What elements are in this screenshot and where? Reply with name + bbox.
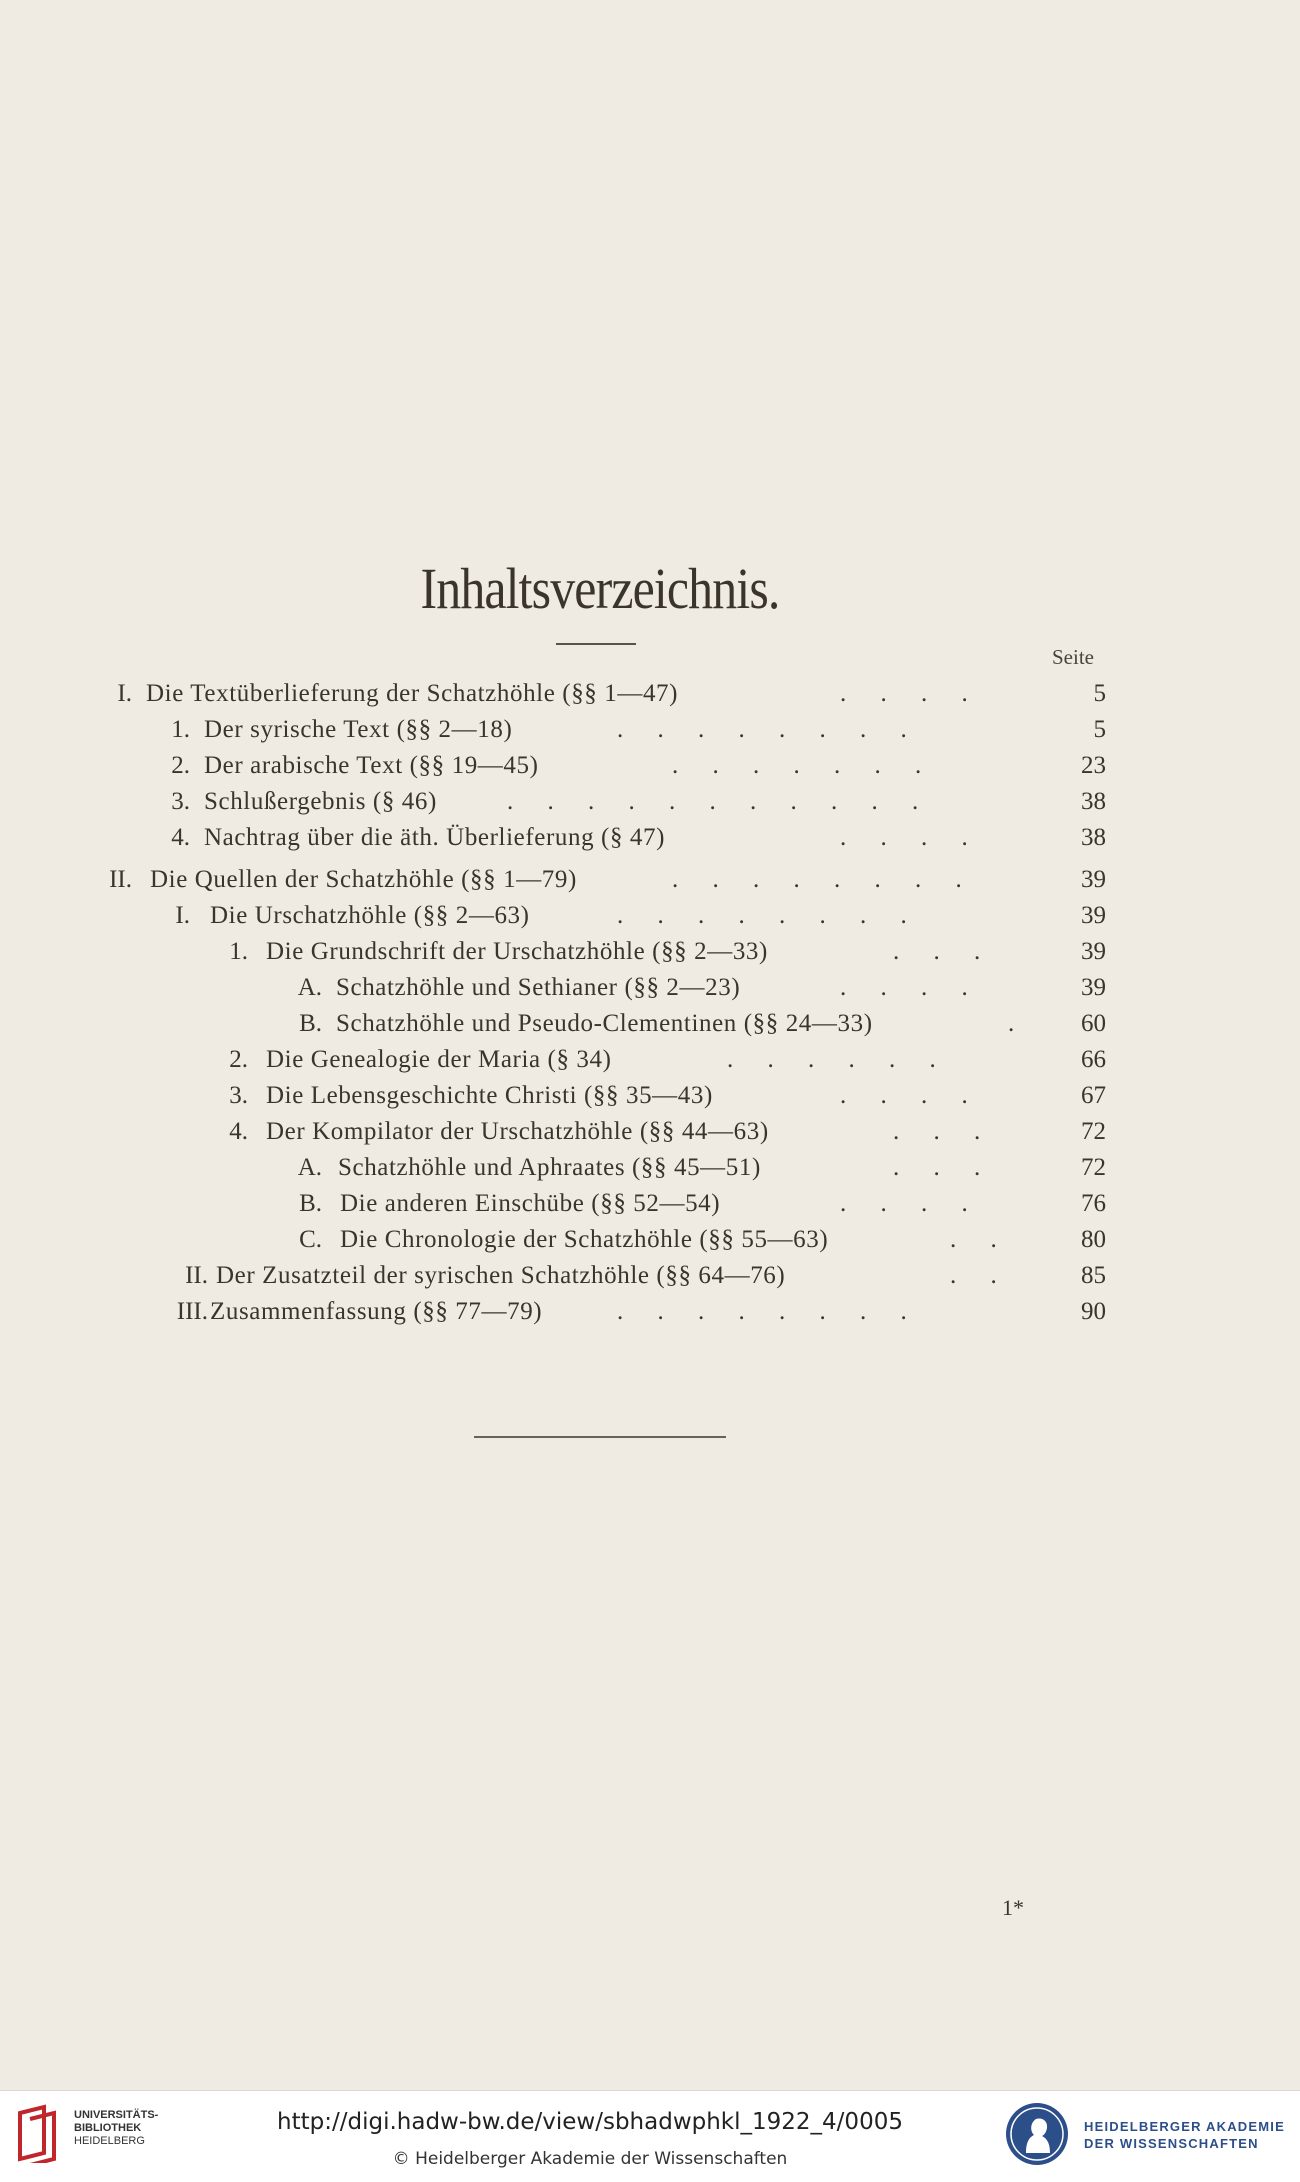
toc-entry-leader: . . . . . . . .	[617, 1298, 921, 1325]
toc-entry-leader: . . .	[893, 938, 995, 965]
toc-entry[interactable]	[0, 788, 1300, 818]
toc-entry-number: 2.	[229, 1046, 248, 1073]
toc-entry-number: II.	[109, 866, 132, 893]
toc-entry-number: I.	[117, 680, 132, 707]
toc-entry-page: 23	[1081, 752, 1106, 779]
toc-entry-page: 5	[1093, 680, 1106, 707]
toc-entry-leader: . .	[950, 1226, 1011, 1253]
toc-entry-text: Der Zusatzteil der syrischen Schatzhöhle (§§ 64—76)	[216, 1262, 786, 1289]
toc-entry-text: Der syrische Text (§§ 2—18)	[204, 716, 513, 743]
toc-entry-text: Der arabische Text (§§ 19—45)	[204, 752, 539, 779]
toc-entry-page: 5	[1093, 716, 1106, 743]
toc-entry-text: Schlußergebnis (§ 46)	[204, 788, 437, 815]
toc-entry[interactable]	[0, 902, 1300, 932]
toc-entry-leader: . . . .	[840, 974, 982, 1001]
toc-entry-text: Die Lebensgeschichte Christi (§§ 35—43)	[266, 1082, 713, 1109]
toc-entry-page: 90	[1081, 1298, 1106, 1325]
seite-column-label: Seite	[1052, 645, 1094, 669]
toc-entry-leader: . . . . . . .	[672, 752, 936, 779]
toc-entry-leader: . . . . . . . .	[617, 902, 921, 929]
toc-entry-number: II.	[185, 1262, 208, 1289]
copyright-notice: © Heidelberger Akademie der Wissenschaften	[392, 2149, 788, 2169]
signature-mark: 1*	[1002, 1895, 1024, 1920]
toc-entry-page: 80	[1081, 1226, 1106, 1253]
toc-entry-page: 39	[1081, 938, 1106, 965]
library-name-line: BIBLIOTHEK	[74, 2122, 142, 2134]
toc-entry-leader: . . . . . . . .	[672, 866, 976, 893]
toc-entry-leader: . . . .	[840, 1190, 982, 1217]
academy-name-line: DER WISSENSCHAFTEN	[1084, 2136, 1259, 2151]
toc-entry-text: Schatzhöhle und Sethianer (§§ 2—23)	[336, 974, 741, 1001]
toc-entry-number: I.	[175, 902, 190, 929]
toc-entry-page: 72	[1081, 1118, 1106, 1145]
toc-entry-number: A.	[297, 1154, 322, 1181]
toc-entry[interactable]	[0, 974, 1300, 1004]
toc-entry[interactable]	[0, 1298, 1300, 1328]
toc-entry-number: 1.	[171, 716, 190, 743]
toc-entry-leader: . . . .	[840, 680, 982, 707]
toc-entry-page: 39	[1081, 902, 1106, 929]
university-library-logo-icon[interactable]	[14, 2103, 62, 2163]
toc-entry-page: 39	[1081, 866, 1106, 893]
toc-entry-text: Nachtrag über die äth. Überlieferung (§ 47)	[204, 824, 666, 851]
toc-entry-page: 66	[1081, 1046, 1106, 1073]
toc-entry-text: Die anderen Einschübe (§§ 52—54)	[340, 1190, 721, 1217]
toc-entry-number: 4.	[229, 1118, 248, 1145]
toc-entry-leader: . . . . . . . .	[617, 716, 921, 743]
toc-entry-page: 85	[1081, 1262, 1106, 1289]
toc-entry[interactable]	[0, 716, 1300, 746]
toc-entry[interactable]	[0, 1154, 1300, 1184]
toc-entry-leader: . . .	[893, 1154, 995, 1181]
toc-entry-number: C.	[299, 1226, 322, 1253]
toc-entry[interactable]	[0, 1046, 1300, 1076]
toc-entry-number: 2.	[171, 752, 190, 779]
toc-entry-text: Die Genealogie der Maria (§ 34)	[266, 1046, 612, 1073]
university-library-name	[74, 2109, 158, 2148]
toc-entry[interactable]	[0, 1190, 1300, 1220]
page-title: Inhaltsverzeichnis.	[420, 556, 780, 621]
toc-entry-number: B.	[299, 1190, 322, 1217]
toc-entry-page: 39	[1081, 974, 1106, 1001]
toc-entry-text: Die Chronologie der Schatzhöhle (§§ 55—63)	[340, 1226, 829, 1253]
toc-entry[interactable]	[0, 938, 1300, 968]
toc-entry-page: 60	[1081, 1010, 1106, 1037]
toc-entry-number: III.	[176, 1298, 208, 1325]
toc-entry-text: Schatzhöhle und Aphraates (§§ 45—51)	[338, 1154, 761, 1181]
toc-entry-text: Schatzhöhle und Pseudo-Clementinen (§§ 24—33)	[336, 1010, 873, 1037]
toc-entry-page: 38	[1081, 824, 1106, 851]
academy-seal-icon[interactable]	[1004, 2101, 1070, 2167]
toc-entry-text: Die Urschatzhöhle (§§ 2—63)	[210, 902, 530, 929]
toc-entry-page: 76	[1081, 1190, 1106, 1217]
toc-entry[interactable]	[0, 1082, 1300, 1112]
toc-entry-leader: .	[1008, 1010, 1029, 1037]
toc-entry-number: 4.	[171, 824, 190, 851]
toc-entry[interactable]	[0, 752, 1300, 782]
toc-entry-page: 38	[1081, 788, 1106, 815]
toc-entry[interactable]	[0, 1262, 1300, 1292]
toc-entry-page: 72	[1081, 1154, 1106, 1181]
toc-entry-leader: . . . .	[840, 824, 982, 851]
toc-entry-number: 3.	[171, 788, 190, 815]
toc-entry[interactable]	[0, 1010, 1300, 1040]
section-divider	[474, 1436, 726, 1438]
toc-entry-page: 67	[1081, 1082, 1106, 1109]
toc-entry-leader: . . . . . .	[727, 1046, 950, 1073]
permalink-url[interactable]: http://digi.hadw-bw.de/view/sbhadwphkl_1922_4/0005	[277, 2109, 903, 2135]
toc-entry[interactable]	[0, 680, 1300, 710]
toc-entry-number: 1.	[229, 938, 248, 965]
toc-entry-text: Der Kompilator der Urschatzhöhle (§§ 44—63)	[266, 1118, 769, 1145]
library-name-line: UNIVERSITÄTS-	[74, 2109, 159, 2121]
toc-entry[interactable]	[0, 1118, 1300, 1148]
toc-entry-number: B.	[299, 1010, 322, 1037]
academy-name	[1084, 2118, 1285, 2152]
toc-entry-leader: . . .	[893, 1118, 995, 1145]
toc-entry-text: Zusammenfassung (§§ 77—79)	[210, 1298, 543, 1325]
toc-entry-text: Die Quellen der Schatzhöhle (§§ 1—79)	[150, 866, 577, 893]
toc-entry-leader: . . . . . . . . . . .	[507, 788, 933, 815]
toc-entry[interactable]	[0, 824, 1300, 854]
toc-entry-number: 3.	[229, 1082, 248, 1109]
library-name-line: HEIDELBERG	[74, 2135, 145, 2147]
toc-entry-leader: . .	[950, 1262, 1011, 1289]
toc-entry[interactable]	[0, 866, 1300, 896]
academy-name-line: HEIDELBERGER AKADEMIE	[1084, 2119, 1285, 2134]
viewer-footer	[0, 2090, 1300, 2182]
toc-entry-number: A.	[297, 974, 322, 1001]
toc-entry-text: Die Textüberlieferung der Schatzhöhle (§§ 1—47)	[146, 680, 679, 707]
toc-entry-text: Die Grundschrift der Urschatzhöhle (§§ 2—33)	[266, 938, 768, 965]
toc-entry-leader: . . . .	[840, 1082, 982, 1109]
toc-entry[interactable]	[0, 1226, 1300, 1256]
